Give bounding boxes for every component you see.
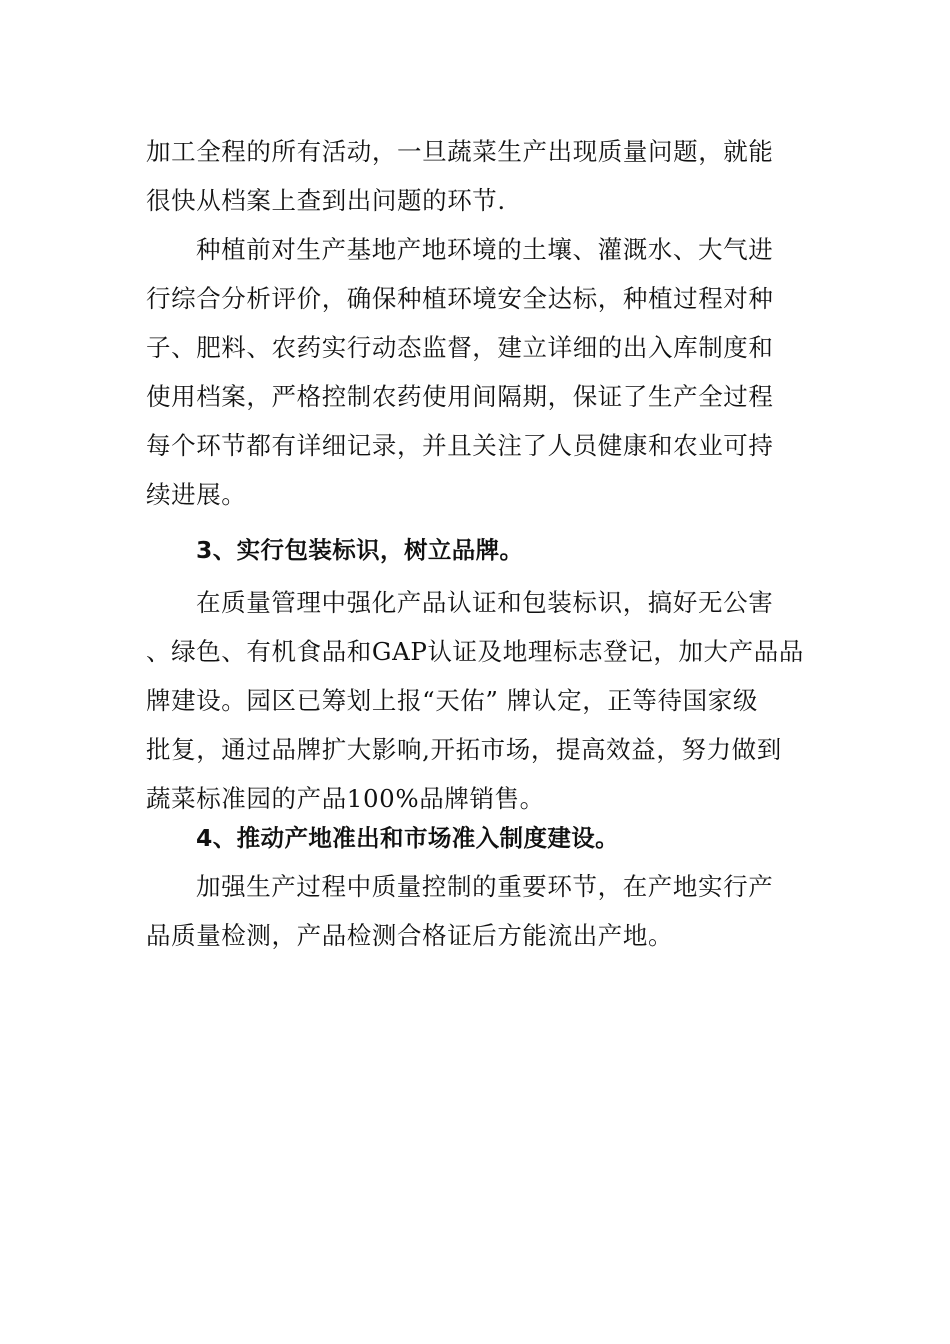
paragraph-3-line-5: 蔬菜标准园的产品100%品牌销售。 <box>146 784 545 813</box>
paragraph-4-line-1: 加强生产过程中质量控制的重要环节，在产地实行产 <box>196 872 774 901</box>
paragraph-2-line-5: 每个环节都有详细记录，并且关注了人员健康和农业可持 <box>146 431 774 460</box>
paragraph-3-line-1: 在质量管理中强化产品认证和包装标识，搞好无公害 <box>196 588 774 617</box>
section-heading-4: 4、推动产地准出和市场准入制度建设。 <box>196 824 620 852</box>
paragraph-3-line-3: 牌建设。园区已筹划上报“天佑” 牌认定，正等待国家级 <box>146 686 758 715</box>
paragraph-2-line-1: 种植前对生产基地产地环境的土壤、灌溉水、大气进 <box>196 235 774 264</box>
paragraph-3-line-2: 、绿色、有机食品和GAP认证及地理标志登记，加大产品品 <box>146 637 804 666</box>
paragraph-4-line-2: 品质量检测，产品检测合格证后方能流出产地。 <box>146 921 674 950</box>
paragraph-1-line-2: 很快从档案上查到出问题的环节. <box>146 186 506 215</box>
paragraph-2-line-4: 使用档案，严格控制农药使用间隔期，保证了生产全过程 <box>146 382 774 411</box>
paragraph-2-line-6: 续进展。 <box>146 480 247 509</box>
paragraph-3-line-4: 批复，通过品牌扩大影响,开拓市场，提高效益，努力做到 <box>146 735 782 764</box>
section-heading-3: 3、实行包装标识，树立品牌。 <box>196 536 524 564</box>
paragraph-2-line-2: 行综合分析评价，确保种植环境安全达标，种植过程对种 <box>146 284 774 313</box>
paragraph-2-line-3: 子、肥料、农药实行动态监督，建立详细的出入库制度和 <box>146 333 774 362</box>
paragraph-1-line-1: 加工全程的所有活动，一旦蔬菜生产出现质量问题，就能 <box>146 137 774 166</box>
